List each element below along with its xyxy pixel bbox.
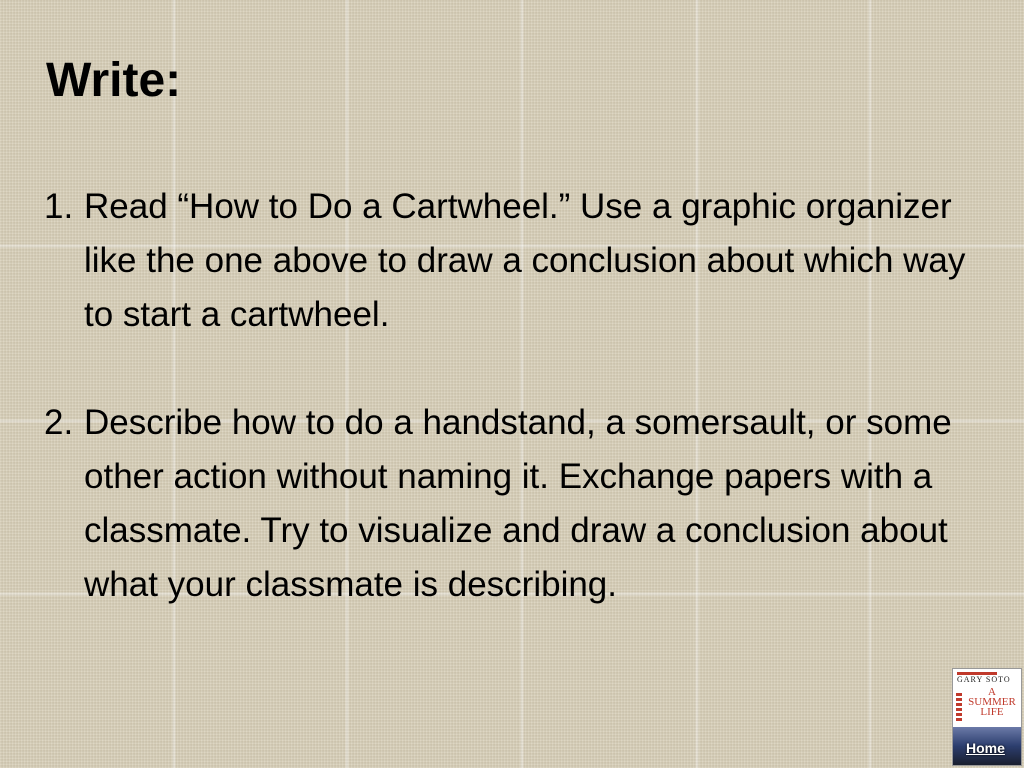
book-side-bar — [956, 691, 962, 721]
book-author: GARY SOTO — [957, 675, 1011, 684]
list-item-number: 1. — [44, 187, 74, 226]
home-link[interactable]: Home — [966, 740, 1005, 756]
list-item-text: Describe how to do a handstand, a somersault, or some other action without naming it. Exchange papers with a classmate. Try to visualize and draw a conclusion about what your classmate is describing. — [84, 403, 952, 604]
list-item — [44, 180, 984, 342]
list-item-text: Read “How to Do a Cartwheel.” Use a graphic organizer like the one above to draw a conclusion about which way to start a cartwheel. — [84, 187, 966, 334]
book-title-line: LIFE — [980, 706, 1004, 718]
slide-title: Write: — [46, 54, 182, 107]
instruction-list — [44, 180, 984, 666]
book-title-line: A — [988, 686, 996, 698]
book-title-line: SUMMER — [968, 696, 1016, 708]
list-item-number: 2. — [44, 403, 74, 442]
book-title — [967, 687, 1017, 717]
list-item — [44, 396, 984, 612]
